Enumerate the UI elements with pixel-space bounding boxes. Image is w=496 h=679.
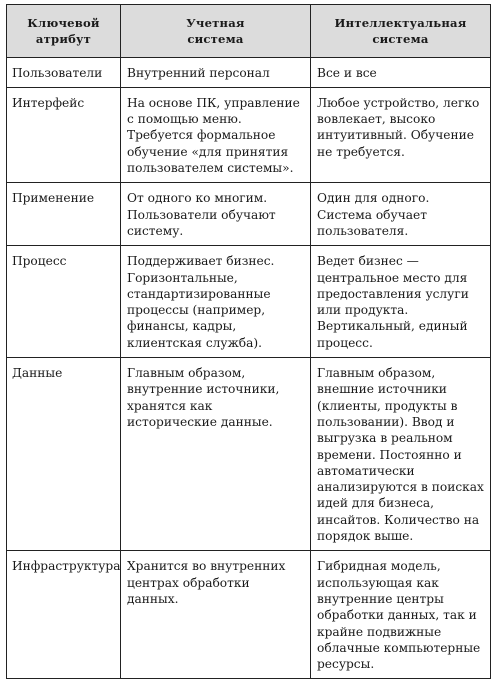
header-accounting-system-line2: система [187,32,244,47]
table-row [7,87,491,182]
row-intelligent-value: Гибридная модель, использующая как внутренние центры обработки данных, так и крайне подвижные облачные компьютерные ресурсы. [311,551,491,679]
row-attribute: Инфраструктура [7,551,121,679]
table-header [7,5,491,58]
header-key-attribute-line1: Ключевой [27,16,100,30]
row-accounting-value: Внутренний персонал [121,57,311,87]
header-accounting-system-line1: Учетная [186,16,245,30]
row-attribute: Данные [7,358,121,551]
header-intelligent-system-line2: система [372,32,429,47]
header-accounting-system [121,5,311,58]
row-intelligent-value: Любое устройство, легко вовлекает, высоко интуитивный. Обучение не требуется. [311,87,491,182]
header-intelligent-system-line1: Интеллектуальная [334,16,467,30]
header-key-attribute-line2: атрибут [35,32,92,47]
table-row [7,358,491,551]
header-row [7,5,491,58]
row-intelligent-value: Ведет бизнес — центральное место для предоставления услуги или продукта. Вертикальный, единый процесс. [311,246,491,358]
row-intelligent-value: Все и все [311,57,491,87]
table-row [7,551,491,679]
row-intelligent-value: Один для одного. Система обучает пользователя. [311,183,491,246]
table-body [7,57,491,679]
table-row [7,246,491,358]
row-intelligent-value: Главным образом, внешние источники (клиенты, продукты в пользовании). Ввод и выгрузка в реальном времени. Постоянно и автоматически анализируются в поисках идей для бизнеса, инсайтов. Количество на порядок выше. [311,358,491,551]
table-row [7,183,491,246]
table-row [7,57,491,87]
row-accounting-value: Хранится во внутренних центрах обработки данных. [121,551,311,679]
header-key-attribute [7,5,121,58]
row-accounting-value: Главным образом, внутренние источники, хранятся как исторические данные. [121,358,311,551]
row-attribute: Применение [7,183,121,246]
row-attribute: Интерфейс [7,87,121,182]
row-attribute: Пользователи [7,57,121,87]
row-attribute: Процесс [7,246,121,358]
row-accounting-value: Поддерживает бизнес. Горизонтальные, стандартизированные процессы (например, финансы, кадры, клиентская служба). [121,246,311,358]
comparison-table [6,4,491,679]
row-accounting-value: От одного ко многим. Пользователи обучают систему. [121,183,311,246]
row-accounting-value: На основе ПК, управление с помощью меню. Требуется формальное обучение «для принятия пользователем системы». [121,87,311,182]
header-intelligent-system [311,5,491,58]
